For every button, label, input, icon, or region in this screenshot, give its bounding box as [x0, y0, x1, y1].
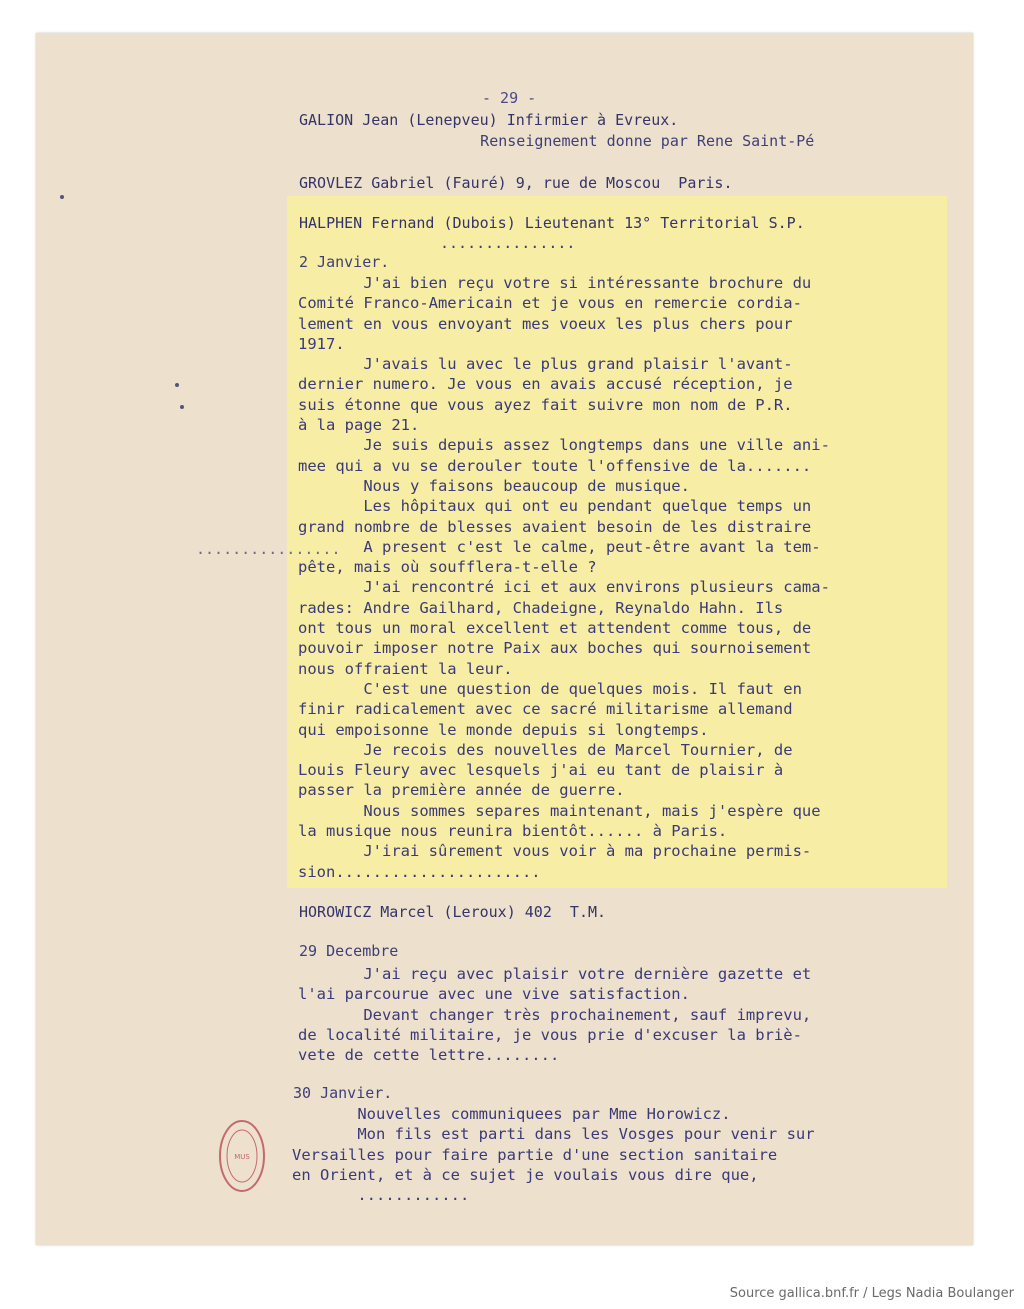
source-credit: Source gallica.bnf.fr / Legs Nadia Boulanger [729, 1286, 1014, 1301]
letter-line: J'irai sûrement vous voir à ma prochaine permis- [298, 842, 812, 861]
letter-line: la musique nous reunira bientôt...... à Paris. [298, 822, 728, 841]
letter-line: Mon fils est parti dans les Vosges pour venir sur [292, 1125, 815, 1144]
letter-line: sion...................... [298, 862, 541, 881]
letter-line: l'ai parcourue avec une vive satisfaction. [298, 985, 690, 1004]
letter-line: Versailles pour faire partie d'une section sanitaire [292, 1145, 778, 1164]
margin-mark [60, 195, 64, 199]
letter-line: pête, mais où soufflera-t-elle ? [298, 558, 597, 577]
letter-line: finir radicalement avec ce sacré militarisme allemand [298, 700, 793, 719]
letter-line: Je suis depuis assez longtemps dans une ville ani- [298, 436, 830, 455]
letter-date-horowicz-2: 30 Janvier. [293, 1084, 393, 1102]
letter-line: Nous sommes separes maintenant, mais j'espère que [298, 801, 821, 820]
letter-line: Nouvelles communiquees par Mme Horowicz. [292, 1105, 731, 1123]
letter-line: A present c'est le calme, peut-être avant la tem- [298, 537, 821, 556]
letter-line: Comité Franco-Americain et je vous en remercie cordia- [298, 294, 802, 313]
page-number: - 29 - [482, 89, 537, 107]
letter-line: Devant changer très prochainement, sauf imprevu, [298, 1005, 812, 1024]
letter-line: ont tous un moral excellent et attendent comme tous, de [298, 619, 812, 638]
letter-line: ............ [292, 1186, 470, 1205]
letter-line: Je recois des nouvelles de Marcel Tournier, de [298, 740, 793, 759]
entry-heading-galion: GALION Jean (Lenepveu) Infirmier à Evreux. [299, 111, 679, 129]
letter-body-halphen [298, 273, 938, 882]
letter-line: C'est une question de quelques mois. Il faut en [298, 679, 802, 698]
letter-line: J'avais lu avec le plus grand plaisir l'avant- [298, 355, 793, 374]
letter-line: à la page 21. [298, 416, 420, 435]
entry-heading-halphen: HALPHEN Fernand (Dubois) Lieutenant 13° Territorial S.P. [299, 214, 805, 232]
letter-line: vete de cette lettre........ [298, 1046, 560, 1065]
letter-line: de localité militaire, je vous prie d'excuser la briè- [298, 1025, 802, 1044]
entry-heading-grovlez: GROVLEZ Gabriel (Fauré) 9, rue de Moscou Paris. [299, 174, 733, 192]
letter-line: pouvoir imposer notre Paix aux boches qui sournoisement [298, 639, 812, 658]
entry-info-galion: Renseignement donne par Rene Saint-Pé [426, 132, 815, 150]
library-stamp-icon [218, 1118, 266, 1194]
letter-line: J'ai bien reçu votre si intéressante brochure du [298, 274, 812, 292]
letter-line: grand nombre de blesses avaient besoin de les distraire [298, 517, 812, 536]
letter-line: lement en vous envoyant mes voeux les plus chers pour [298, 314, 793, 333]
entry-heading-horowicz: HOROWICZ Marcel (Leroux) 402 T.M. [299, 903, 607, 921]
letter-line: Les hôpitaux qui ont eu pendant quelque temps un [298, 497, 812, 516]
letter-line: rades: Andre Gailhard, Chadeigne, Reynaldo Hahn. Ils [298, 598, 784, 617]
letter-line: J'ai rencontré ici et aux environs plusieurs cama- [298, 578, 830, 597]
letter-body-horowicz-1 [298, 964, 938, 1065]
letter-line: passer la première année de guerre. [298, 781, 625, 800]
letter-line: mee qui a vu se derouler toute l'offensive de la....... [298, 456, 812, 475]
letter-line: suis étonne que vous ayez fait suivre mon nom de P.R. [298, 395, 793, 414]
margin-mark [175, 383, 179, 387]
letter-line: 1917. [298, 334, 345, 353]
letter-body-horowicz-2 [292, 1104, 932, 1205]
letter-line: Nous y faisons beaucoup de musique. [298, 476, 690, 495]
margin-dots: ................ [196, 540, 341, 558]
letter-line: qui empoisonne le monde depuis si longtemps. [298, 720, 709, 739]
letter-line: nous offraient la leur. [298, 659, 513, 678]
svg-text:MUS: MUS [234, 1153, 250, 1161]
letter-date-halphen: 2 Janvier. [299, 253, 390, 271]
letter-line: J'ai reçu avec plaisir votre dernière gazette et [298, 965, 812, 983]
letter-date-horowicz-1: 29 Decembre [299, 942, 399, 960]
letter-line: dernier numero. Je vous en avais accusé réception, je [298, 375, 793, 394]
entry-dots-halphen: ............... [440, 234, 576, 252]
letter-line: Louis Fleury avec lesquels j'ai eu tant de plaisir à [298, 761, 784, 780]
letter-line: en Orient, et à ce sujet je voulais vous dire que, [292, 1165, 759, 1184]
margin-mark [180, 405, 184, 409]
